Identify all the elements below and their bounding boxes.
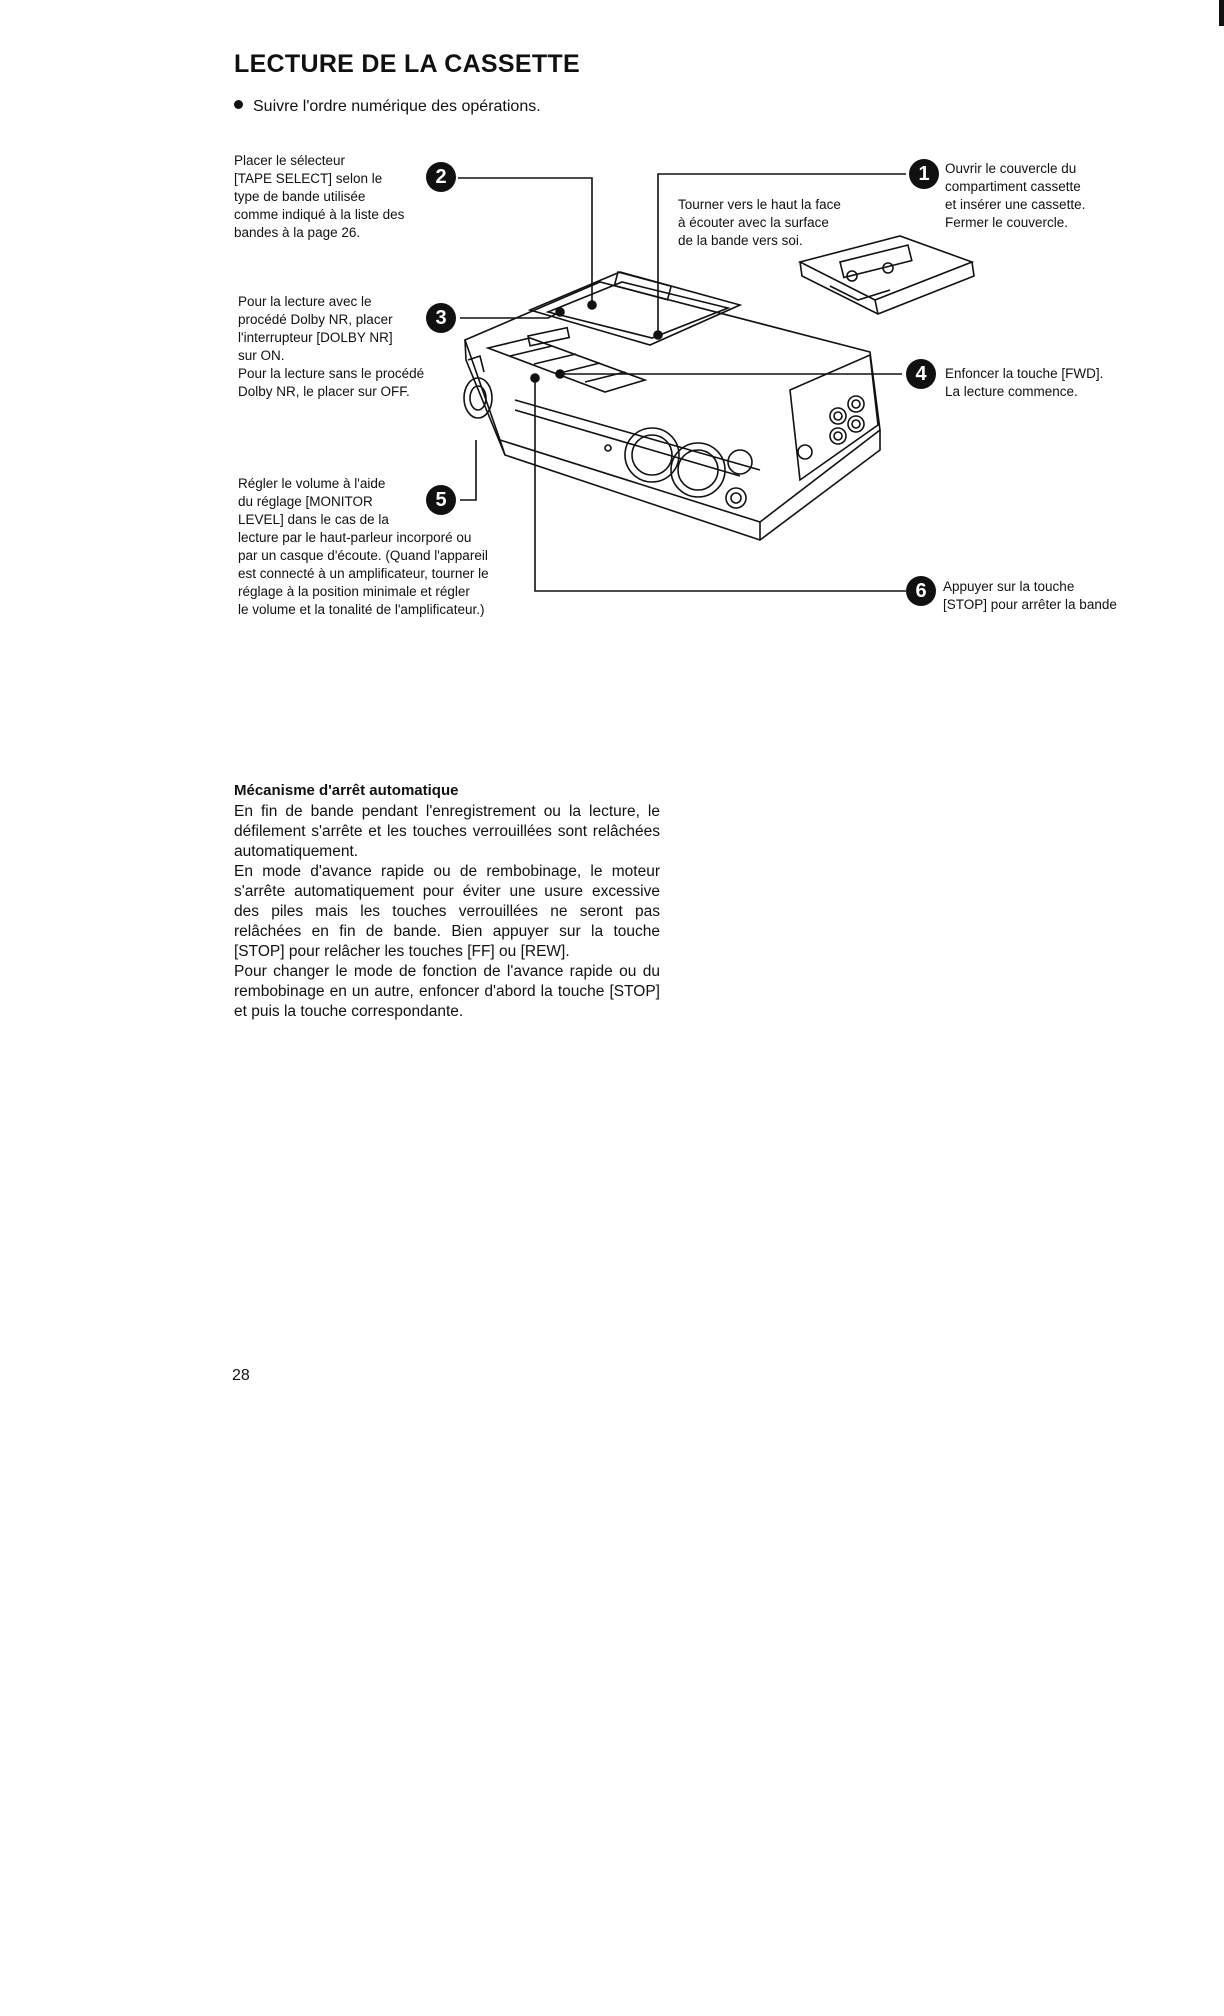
auto-stop-body (234, 802, 660, 1022)
recorder-body (464, 272, 880, 540)
leader-line-2 (458, 178, 592, 305)
step-2-caption: Placer le sélecteur [TAPE SELECT] selon le type de bande utilisée comme indiqué à la liste des bandes à la page 26. (234, 153, 405, 240)
step-5-badge: 5 (426, 485, 456, 515)
step-6-caption: Appuyer sur la touche [STOP] pour arrêter la bande (943, 579, 1117, 612)
page-number: 28 (232, 1367, 250, 1384)
auto-stop-heading: Mécanisme d'arrêt automatique (234, 782, 459, 799)
step-4-badge: 4 (906, 359, 936, 389)
page-title: LECTURE DE LA CASSETTE (234, 50, 580, 78)
paragraph: En mode d'avance rapide ou de rembobinage, le moteur s'arrête automatiquement pour éviter une usure excessive des piles mais les touches verrouillées ne seront pas relâchées en fin de bande. Bien appuyer sur la touche [STOP] pour relâcher les touches [FF] ou [REW]. (234, 863, 660, 960)
step-1-caption: Ouvrir le couvercle du compartiment cassette et insérer une cassette. Fermer le couvercle. (945, 161, 1086, 230)
paragraph: Pour changer le mode de fonction de l'avance rapide ou du rembobinage en un autre, enfoncer d'abord la touche [STOP] et puis la touche correspondante. (234, 963, 660, 1020)
intro-text: Suivre l'ordre numérique des opérations. (253, 98, 541, 115)
paragraph: En fin de bande pendant l'enregistrement ou la lecture, le défilement s'arrête et les touches verrouillées sont relâchées automatiquement. (234, 803, 660, 860)
tape-orientation-note: Tourner vers le haut la face à écouter avec la surface de la bande vers soi. (678, 197, 841, 248)
step-3-caption: Pour la lecture avec le procédé Dolby NR, placer l'interrupteur [DOLBY NR] sur ON. Pour la lecture sans le procédé Dolby NR, le placer sur OFF. (238, 294, 425, 399)
step-3-badge: 3 (426, 303, 456, 333)
step-2-badge: 2 (426, 162, 456, 192)
step-6-badge: 6 (906, 576, 936, 606)
step-4-caption: Enfoncer la touche [FWD]. La lecture commence. (945, 366, 1104, 399)
step-5-caption: Régler le volume à l'aide du réglage [MONITOR LEVEL] dans le cas de la lecture par le haut-parleur incorporé ou par un casque d'écoute. (Quand l'appareil est connecté à un amplificateur, tourner le réglage à la position minimale et régler le volume et la tonalité de l'amplificateur.) (238, 476, 489, 617)
step-1-badge: 1 (909, 159, 939, 189)
